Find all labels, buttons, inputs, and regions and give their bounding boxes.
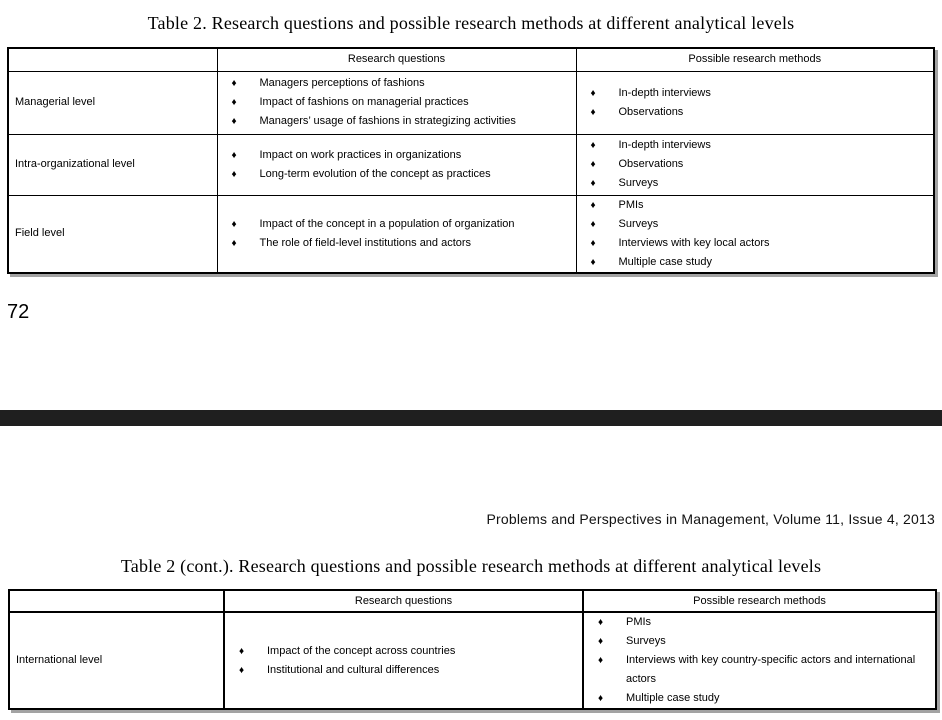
- diamond-bullet-icon: ♦: [590, 218, 596, 230]
- bullet-text: Impact on work practices in organizations: [259, 148, 462, 161]
- bullet-item: [218, 234, 576, 253]
- bullet-item: [577, 84, 934, 103]
- diamond-bullet-icon: ♦: [598, 636, 604, 647]
- table-row-field: [8, 195, 934, 273]
- diamond-bullet-icon: ♦: [231, 97, 237, 108]
- bullet-item: [577, 253, 934, 272]
- bullet-text: In-depth interviews: [618, 86, 711, 99]
- diamond-bullet-icon: ♦: [590, 237, 596, 249]
- diamond-bullet-icon: ♦: [231, 218, 237, 230]
- bullet-item: [218, 215, 576, 234]
- questions-cell: [217, 195, 576, 273]
- journal-header: Problems and Perspectives in Management, Volume 11, Issue 4, 2013: [486, 511, 935, 527]
- diamond-bullet-icon: ♦: [590, 87, 596, 99]
- bullet-item: [577, 215, 934, 234]
- bullet-text: Surveys: [618, 217, 659, 230]
- table1-header-row: [8, 48, 934, 71]
- bullet-text: Impact of the concept in a population of organization: [259, 217, 515, 230]
- diamond-bullet-icon: ♦: [590, 106, 596, 118]
- table-row-international: [9, 612, 936, 709]
- bullet-item: [577, 155, 934, 174]
- bullet-item: [577, 234, 934, 253]
- diamond-bullet-icon: ♦: [239, 645, 245, 657]
- header-cell-methods: Possible research methods: [576, 48, 934, 71]
- bullet-item: [577, 196, 934, 215]
- level-cell: Intra-organizational level: [8, 134, 217, 195]
- bullet-item: [577, 136, 934, 155]
- page-separator-bar: [0, 410, 942, 426]
- table-1: [7, 47, 935, 274]
- bullet-text: Institutional and cultural differences: [267, 663, 440, 676]
- bullet-item: [218, 74, 576, 93]
- level-cell: Managerial level: [8, 71, 217, 134]
- diamond-bullet-icon: ♦: [239, 664, 245, 676]
- bullet-item: [577, 174, 934, 193]
- header-cell-methods: Possible research methods: [583, 590, 936, 612]
- bullet-text: Long-term evolution of the concept as practices: [259, 167, 491, 180]
- bullet-text: Managers perceptions of fashions: [259, 77, 425, 89]
- table1-title: Table 2. Research questions and possible research methods at different analytical levels: [147, 13, 795, 33]
- bullet-text: Surveys: [618, 177, 659, 189]
- questions-cell: [217, 134, 576, 195]
- table-row-managerial: [8, 71, 934, 134]
- methods-cell: [576, 195, 934, 273]
- diamond-bullet-icon: ♦: [590, 159, 596, 170]
- bullet-text: Impact of the concept across countries: [267, 644, 456, 657]
- bullet-text: Multiple case study: [626, 692, 720, 704]
- questions-cell: [224, 612, 583, 709]
- bullet-item: [218, 146, 576, 165]
- bullet-item: [225, 661, 582, 680]
- header-cell-questions: Research questions: [224, 590, 583, 612]
- methods-cell: [583, 612, 936, 709]
- bullet-item: [584, 651, 935, 689]
- diamond-bullet-icon: ♦: [231, 116, 237, 127]
- methods-cell: [576, 134, 934, 195]
- header-cell-questions: Research questions: [217, 48, 576, 71]
- diamond-bullet-icon: ♦: [590, 178, 596, 189]
- level-cell: Field level: [8, 195, 217, 273]
- bullet-text: Interviews with key local actors: [618, 236, 770, 249]
- diamond-bullet-icon: ♦: [598, 617, 604, 628]
- page-number: 72: [7, 301, 30, 323]
- bullet-item: [577, 103, 934, 122]
- methods-cell: [576, 71, 934, 134]
- level-cell: International level: [9, 612, 224, 709]
- bullet-text: Surveys: [626, 635, 666, 647]
- bullet-text: Interviews with key country-specific actors and international actors: [626, 654, 916, 685]
- bullet-text: The role of field-level institutions and actors: [259, 236, 472, 249]
- diamond-bullet-icon: ♦: [231, 78, 237, 89]
- diamond-bullet-icon: ♦: [231, 168, 237, 180]
- table2-title: Table 2 (cont.). Research questions and possible research methods at different analytical levels: [120, 556, 822, 576]
- diamond-bullet-icon: ♦: [590, 140, 596, 151]
- diamond-bullet-icon: ♦: [590, 256, 596, 268]
- diamond-bullet-icon: ♦: [598, 655, 604, 666]
- table2-header-row: [9, 590, 936, 612]
- bullet-item: [584, 689, 935, 708]
- bullet-item: [218, 93, 576, 112]
- bullet-text: Managers’ usage of fashions in strategizing activities: [259, 115, 516, 127]
- bullet-text: Impact of fashions on managerial practices: [259, 96, 469, 108]
- diamond-bullet-icon: ♦: [598, 693, 604, 704]
- bullet-text: In-depth interviews: [618, 139, 711, 151]
- bullet-item: [584, 613, 935, 632]
- diamond-bullet-icon: ♦: [590, 199, 596, 211]
- questions-cell: [217, 71, 576, 134]
- header-cell-empty: [8, 48, 217, 71]
- bullet-item: [218, 165, 576, 184]
- bullet-item: [218, 112, 576, 131]
- bullet-text: Observations: [618, 158, 684, 170]
- bullet-item: [225, 642, 582, 661]
- table-row-intra-organizational: [8, 134, 934, 195]
- bullet-text: PMIs: [626, 616, 652, 628]
- bullet-item: [584, 632, 935, 651]
- table-2: [8, 589, 937, 710]
- bullet-text: Multiple case study: [618, 255, 713, 268]
- diamond-bullet-icon: ♦: [231, 149, 237, 161]
- diamond-bullet-icon: ♦: [231, 237, 237, 249]
- bullet-text: PMIs: [618, 198, 644, 211]
- bullet-text: Observations: [618, 105, 684, 118]
- header-cell-empty: [9, 590, 224, 612]
